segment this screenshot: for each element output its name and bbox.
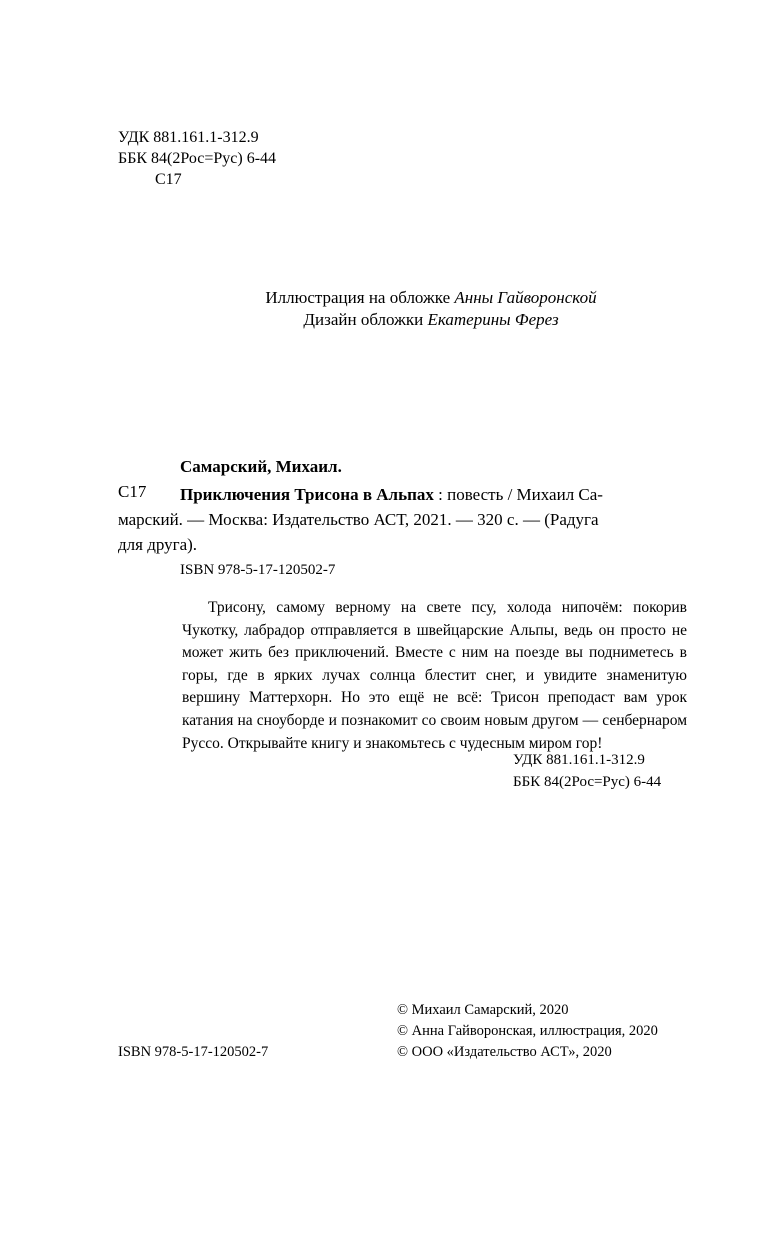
design-credit [248,309,614,331]
isbn-bottom: ISBN 978-5-17-120502-7 [118,1044,269,1060]
copyright-block [397,1000,658,1063]
annotation-paragraph: Трисону, самому верному на свете псу, холода нипочём: покорив Чукотку, лабрадор отправляется в швейцарские Альпы, ведь он просто не может жить без приключений. Вместе с ним на поезде вы подниметесь в горы, где в ярких лучах солнца блестит снег, и увидите знаменитую вершину Маттерхорн. Но это ещё не всё: Трисон преподаст вам урок катания на сноуборде и познакомит со своим новым другом — сенбернаром Руссо. Открывайте книгу и знакомьтесь с чудесным миром гор! [182,599,687,752]
design-credit-prefix: Дизайн обложки [303,310,424,329]
author-mark: С17 [155,171,182,188]
book-title: Приключения Трисона в Альпах [180,485,434,504]
copyright-line: © Михаил Самарский, 2020 [397,1002,569,1018]
designer-name: Екатерины Ферез [427,310,559,329]
illustration-credit-prefix: Иллюстрация на обложке [265,288,451,307]
illustration-credit [248,287,614,309]
classification-top [118,127,276,190]
bbk-code-card: ББК 84(2Рос=Рус) 6-44 [513,774,662,790]
illustrator-name: Анны Гайворонской [454,288,597,307]
catalog-desc-line-3: для друга). [118,535,198,554]
catalog-desc-line-1 [180,482,687,507]
catalog-isbn: ISBN 978-5-17-120502-7 [180,562,336,578]
classification-card [513,749,661,793]
bbk-code: ББК 84(2Рос=Рус) 6-44 [118,150,277,167]
catalog-desc-line-1-rest: : повесть / Михаил Са- [433,485,603,504]
catalog-author-mark: С17 [118,482,147,501]
cover-credits [248,287,614,331]
catalog-desc-line-2: марский. — Москва: Издательство АСТ, 2021. — 320 с. — (Радуга [118,510,599,529]
copyright-line: © ООО «Издательство АСТ», 2020 [397,1044,612,1060]
copyright-line: © Анна Гайворонская, иллюстрация, 2020 [397,1023,658,1039]
udk-code: УДК 881.161.1-312.9 [118,129,259,146]
catalog-author-heading: Самарский, Михаил. [180,457,342,476]
udk-code-card: УДК 881.161.1-312.9 [513,752,645,768]
